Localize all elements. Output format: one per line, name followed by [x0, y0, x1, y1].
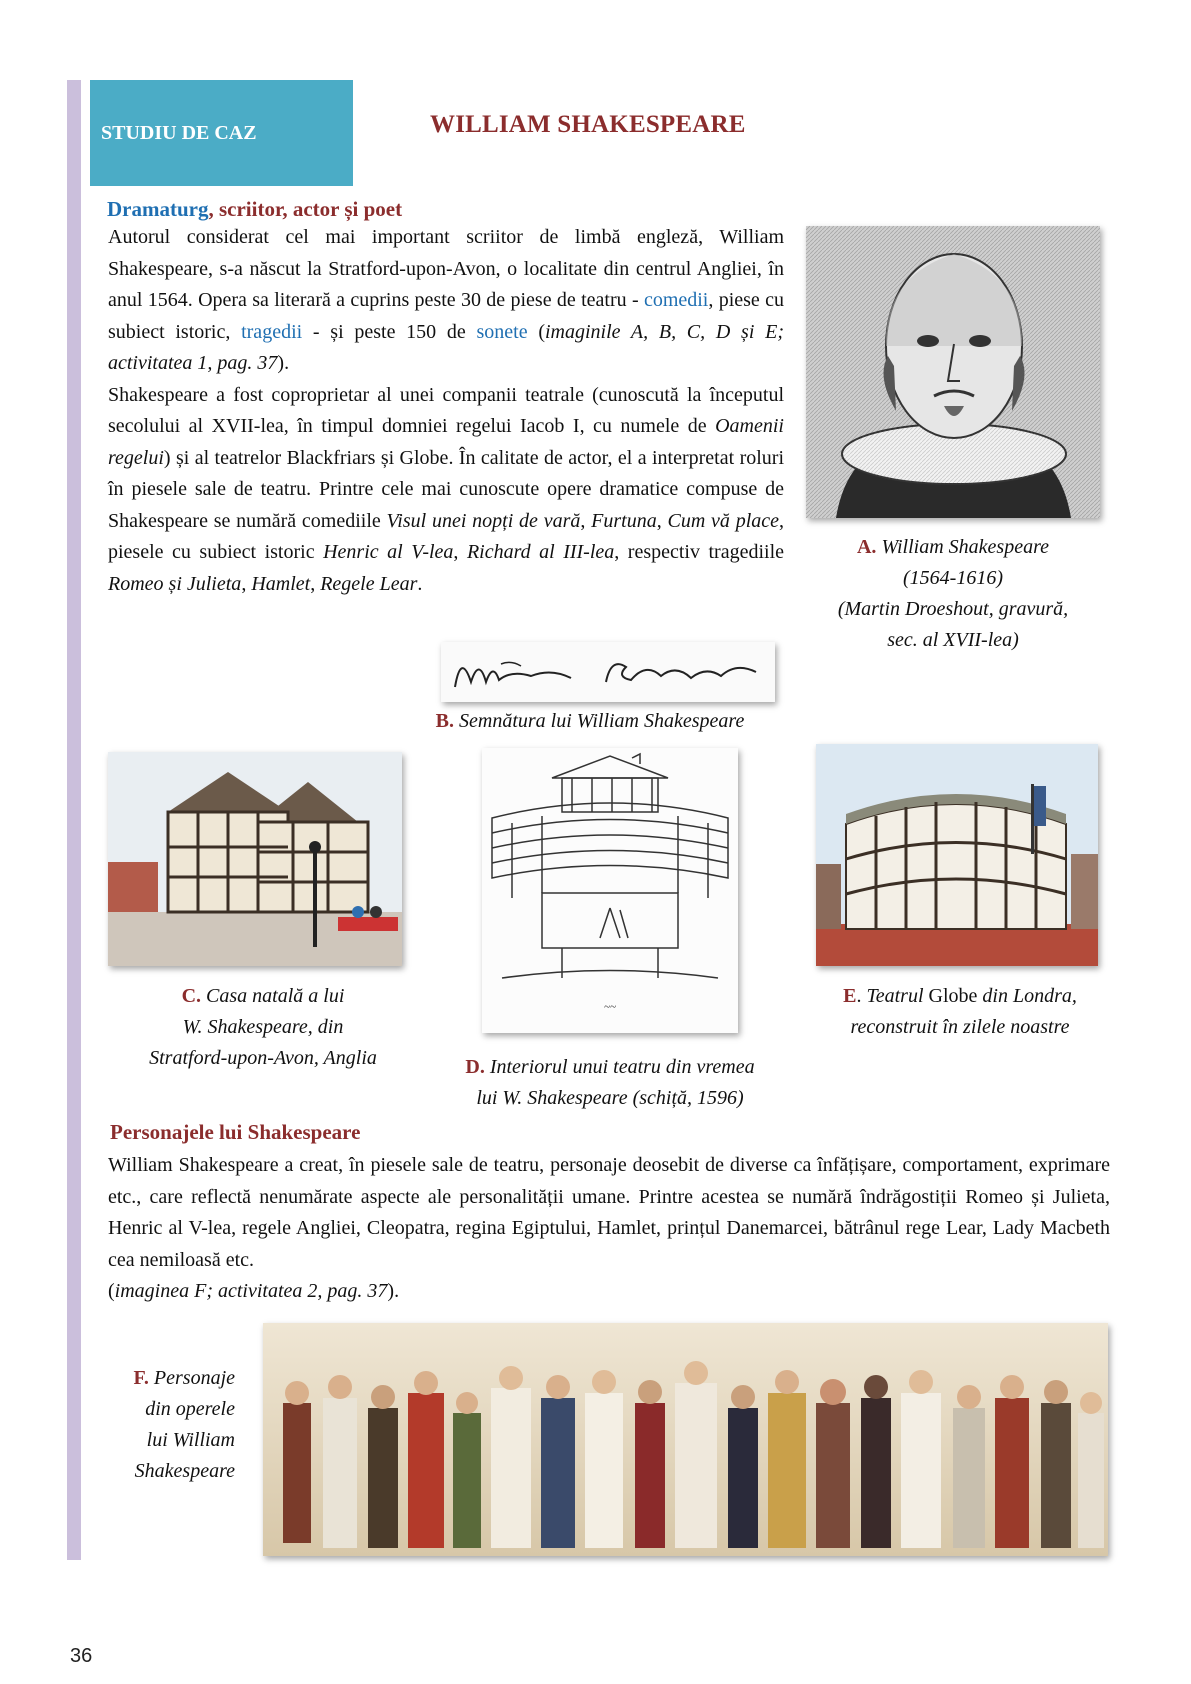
- image-birthplace-house: [108, 752, 402, 966]
- caption-f: F. Personaje din operele lui William Shakespeare: [133, 1367, 235, 1482]
- image-globe-theatre: [816, 744, 1098, 966]
- reference-images: imaginile A, B, C, D și E; activitatea 1, pag. 37: [108, 320, 784, 374]
- caption-c: C. Casa natală a lui W. Shakespeare, din Stratford-upon-Avon, Anglia: [149, 985, 377, 1069]
- page-number: 36: [70, 1645, 93, 1667]
- paragraph-company: Shakespeare a fost coproprietar al unei companii teatrale (cunoscută la începutul secolului al XVII-lea, în timpul domniei regelui Iacob I, cu numele de Oamenii regelui) și al teatrelor Blackfriars și Globe. În calitate de actor, el a interpretat roluri în piesele sale de teatru. Printre cele mai cunoscute opere dramatice compuse de Shakespeare se numără comediile Visul unei nopți de vară, Furtuna, Cum vă place, piesele cu subiect istoric Henric al V-lea, Richard al III-lea, respectiv tragediile Romeo și Julieta, Hamlet, Regele Lear.: [108, 383, 785, 595]
- image-theatre-sketch: [482, 748, 738, 1033]
- case-study-badge: [90, 80, 353, 186]
- paragraph-characters: William Shakespeare a creat, în piesele sale de teatru, personaje deosebit de diverse ca înfățișare, comportament, exprimare etc., care reflectă nenumărate aspecte ale personalității umane. Printre acestea se numără îndrăgostiții Romeo și Julieta, Henric al V-lea, regele Angliei, Cleopatra, regina Egiptului, Hamlet, prințul Danemarcei, bătrânul rege Lear, Lady Macbeth cea nemiloasă etc.: [108, 1154, 1110, 1271]
- caption-d: D. Interiorul unui teatru din vremea lui W. Shakespeare (schiță, 1596): [465, 1056, 755, 1109]
- heading-dramaturg: Dramaturg: [107, 197, 209, 221]
- paragraph-intro: Autorul considerat cel mai important scriitor de limbă engleză, William Shakespeare, s-a născut la Stratford-upon-Avon, o localitate din centrul Angliei, în anul 1564. Opera sa literară a cuprins peste 30 de piese de teatru - comedii, piese cu subiect istoric, tragedii - și peste 150 de sonete (imaginile A, B, C, D și E; activitatea 1, pag. 37).: [108, 226, 784, 374]
- image-shakespeare-characters: [263, 1323, 1108, 1556]
- section2-heading: Personajele lui Shakespeare: [110, 1120, 361, 1144]
- link-tragedii[interactable]: tragedii: [241, 320, 303, 343]
- section1-heading: [107, 197, 402, 222]
- page-title: WILLIAM SHAKESPEARE: [430, 111, 746, 138]
- image-signature: [441, 642, 775, 702]
- caption-e: E. Teatrul Globe din Londra, reconstruit în zilele noastre: [843, 985, 1077, 1038]
- sidebar-accent-bar: [67, 80, 81, 1560]
- section1-body: [108, 222, 784, 600]
- svg-text:~~: ~~: [604, 1001, 616, 1013]
- caption-a: A. William Shakespeare (1564-1616) (Martin Droeshout, gravură, sec. al XVII-lea): [837, 536, 1069, 651]
- paragraph-reference: (imaginea F; activitatea 2, pag. 37).: [108, 1280, 400, 1302]
- link-sonete[interactable]: sonete: [476, 320, 528, 343]
- image-shakespeare-portrait: [806, 226, 1100, 518]
- case-study-label: STUDIU DE CAZ: [101, 121, 257, 144]
- section2-body: [108, 1150, 1110, 1308]
- heading-rest: , scriitor, actor și poet: [208, 197, 403, 221]
- link-comedii[interactable]: comedii: [643, 289, 709, 311]
- caption-b: B. Semnătura lui William Shakespeare: [435, 710, 745, 732]
